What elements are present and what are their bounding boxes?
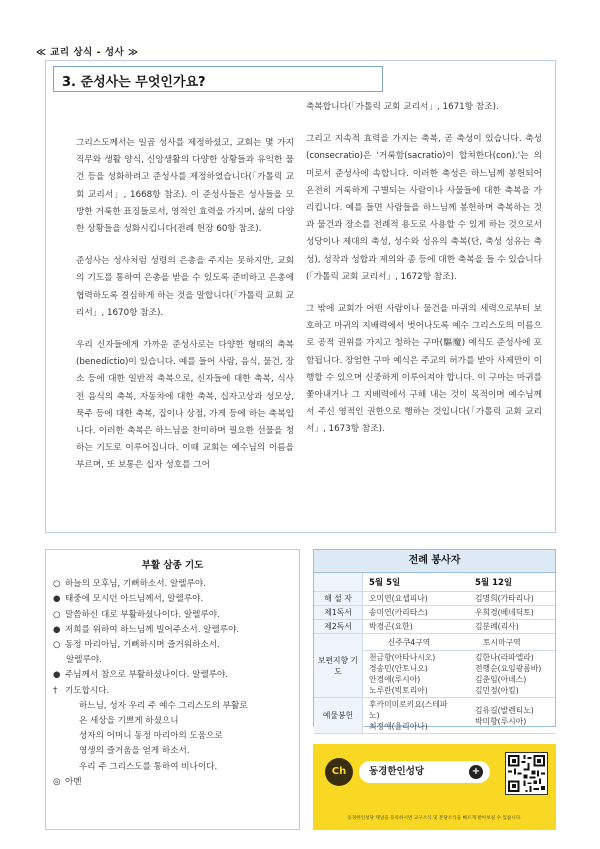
role-label: 예물봉헌: [314, 698, 363, 734]
server-name: 오미연(요셉피나): [363, 592, 458, 606]
channel-name: 동경한인성당: [369, 766, 425, 777]
server-name: 박경곤(요한): [363, 620, 458, 634]
prayer-line: 하느님, 성자 우리 주 예수 그리스도의 부활로: [79, 700, 248, 711]
prayer-title: 부활 삼종 기도: [141, 560, 204, 571]
server-names: 김유길(발렌티노) 박미향(루시아): [457, 698, 555, 734]
table-row: [314, 698, 555, 734]
role-label: 제2독서: [314, 620, 363, 634]
server-name: 김명희(가타리나): [457, 592, 555, 606]
liturgy-servers-table: [313, 549, 556, 731]
article-title: 3. 준성사는 무엇인가요?: [53, 66, 383, 92]
role-label: 해 설 자: [314, 592, 363, 606]
prayer-line: 영생의 즐거움을 얻게 하소서.: [79, 746, 190, 757]
table-row: [314, 620, 555, 634]
channel-add-button[interactable]: [359, 761, 490, 783]
series-header: ≪ 교리 상식 - 성사 ≫: [36, 47, 139, 58]
prayer-line: ○ 동정 마리아님, 기뻐하시며 즐거워하소서.: [53, 640, 220, 651]
server-names: 김한나(라파엘라) 전행순(요임광롬바) 김춘임(아녜스) 김민정(아킴): [457, 651, 555, 698]
group-name: 토시마구역: [457, 634, 555, 651]
prayer-line: 알렐루야.: [66, 655, 102, 666]
plus-icon: +: [469, 765, 483, 779]
article-paragraph: 그리스도께서는 일곱 성사를 제정하셨고, 교회는 몇 가지 직무와 생활 양식, 신앙생활의 다양한 상황들과 유익한 물건 등을 성화하려고 준성사를 제정하였습니다(「가톨릭 교회 교리서」, 1668항 참조). 이 준성사들은 성사들을 모방한 거룩한 표징들로서, 영적인 효력을 가지며, 삶의 다양한 상황들을 성화시킵니다(전례 헌장 60항 참조).: [76, 138, 294, 235]
table-row: [314, 634, 555, 651]
prayer-line: ● 태중에 모시던 아드님께서, 알렐루야.: [53, 594, 204, 605]
prayer-line: 온 세상을 기쁘게 하셨으니: [79, 716, 179, 727]
role-label: 제1독서: [314, 606, 363, 620]
article-paragraph: 준성사는 성사처럼 성령의 은총을 주지는 못하지만, 교회의 기도를 통하여 은총을 받을 수 있도록 준비하고 은총에 협력하도록 결심하게 하는 것을 말합니다(「가톨릭 교회 교리서」, 1670항 참조).: [76, 256, 294, 318]
prayer-line: ◎ 아멘: [53, 776, 82, 787]
role-label: 보편지향 기 도: [314, 634, 363, 698]
qr-code-icon[interactable]: [505, 752, 548, 795]
servers-title: 전례 봉사자: [314, 550, 555, 573]
prayer-line: 성자의 어머니 동정 마리아의 도움으로: [79, 731, 223, 742]
prayer-line: ○ 하늘의 모후님, 기뻐하소서. 알렐루야.: [53, 579, 206, 590]
article-paragraph: 축복합니다(「가톨릭 교회 교리서」, 1671항 참조).: [306, 102, 499, 112]
prayer-line: ● 주님께서 참으로 부활하셨나이다. 알렐루야.: [53, 670, 229, 681]
article-right-column: [306, 99, 542, 454]
table-row: [314, 606, 555, 620]
easter-prayer-box: [45, 549, 300, 830]
server-name: 우희경(베네딕토): [457, 606, 555, 620]
article-paragraph: 그리고 지속적 효력을 가지는 축복, 곧 축성이 있습니다. 축성(consecratio)은 '거룩함(sacratio)이 합쳐한다(con).'는 의미로서 준성사에 속합니다. 이러한 축성은 하느님께 봉헌되어 온전히 거룩하게 구별되는 사람이나 사물들에 대한 축복을 가리킵니다. 예를 들면 사람들을 하느님께 봉헌하며 축복하는 것과 물건과 장소를 전례적 용도로 사용할 수 있게 하는 것으로서 성당이나 제대의 축성, 성수와 성유의 축복(단, 축성 성유는 축성), 성작과 성합과 제의와 종 등에 대한 축복을 들 수 있습니다(「가톨릭 교회 교리서」, 1672항 참조).: [306, 134, 542, 282]
table-row: [314, 592, 555, 606]
server-name: 김분례(리사): [457, 620, 555, 634]
article-box: [45, 60, 556, 533]
server-names: 천금향(아타나시오) 경송민(안토니오) 안경애(루시아) 노루란(빅토리아): [363, 651, 458, 698]
date-header: 5월 12일: [457, 573, 555, 592]
banner-footnote: 동경한인성당 채널을 등록하시면 교구소식 및 본당소식을 빠르게 받아보실 수 있습니다.: [347, 816, 522, 821]
article-paragraph: 그 밖에 교회가 어떤 사람이나 물건을 마귀의 세력으로부터 보호하고 마귀의 지배력에서 벗어나도록 예수 그리스도의 이름으로 공적 권위를 가지고 청하는 구마(驅魔) 예식도 준성사에 포함됩니다. 장엄한 구마 예식은 주교의 허가를 받아 사제만이 이행할 수 있으며 신중하게 이루어져야 합니다. 이 구마는 마귀를 쫓아내거나 그 지배력에서 구해 내는 것이 목적이며 예수님께서 주신 영적인 권한으로 행하는 것입니다(「가톨릭 교회 교리서」, 1673항 참조).: [306, 304, 542, 435]
server-name: 송미연(카리타스): [363, 606, 458, 620]
date-header: 5월 5일: [363, 573, 458, 592]
channel-banner[interactable]: [313, 744, 556, 830]
prayer-line: ○ 말씀하신 대로 부활하셨나이다. 알렐루야.: [53, 609, 220, 620]
group-name: 신주쿠4구역: [363, 634, 458, 651]
prayer-line: 우리 주 그리스도를 통하여 비나이다.: [79, 761, 218, 772]
prayer-line: ● 저희를 위하여 하느님께 빌어주소서. 알렐루야.: [53, 624, 240, 635]
article-paragraph: 우리 신자들에게 가까운 준성사로는 다양한 형태의 축복(benedictio)이 있습니다. 예를 들어 사람, 음식, 물건, 장소 등에 대한 일반적 축복으로, 신자들에 대한 축복, 식사 전 음식의 축복, 자동차에 대한 축복, 십자고상과 성모상, 묵주 등에 대한 축복, 집이나 상점, 가게 등에 하는 축복입니다. 이러한 축복은 하느님을 찬미하며 필요한 선물을 청하는 기도로 이루어집니다. 이때 교회는 예수님의 이름을 부르며, 또 보통은 십자 성호를 그어: [76, 340, 294, 471]
article-left-column: [76, 99, 294, 490]
server-names: 후카미미로키요(스테파노) 최정애(율리아나): [363, 698, 458, 734]
prayer-line: † 기도합시다.: [53, 685, 110, 696]
channel-logo-icon: Ch: [325, 758, 353, 786]
